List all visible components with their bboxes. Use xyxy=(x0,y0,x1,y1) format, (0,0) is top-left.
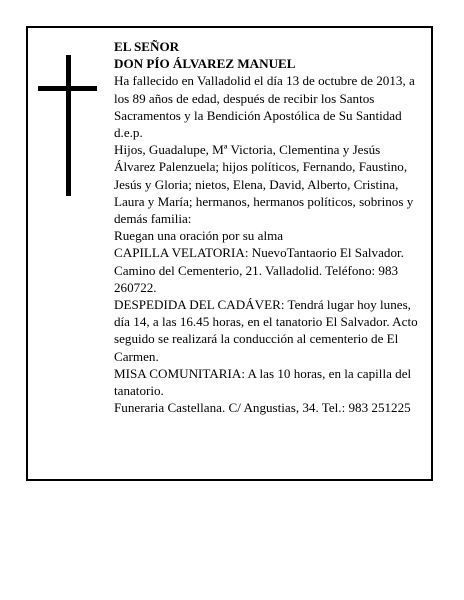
family-list: Hijos, Guadalupe, Mª Victoria, Clementina y Jesús Álvarez Palenzuela; hijos políticos, Fernando, Faustino, Jesús y Gloria; nietos, Elena, David, Alberto, Cristina, Laura y María; hermanos, hermanos políticos, sobrinos y demás familia: xyxy=(114,142,414,227)
obituary-text xyxy=(114,38,424,416)
death-announcement: Ha fallecido en Valladolid el día 13 de octubre de 2013, a los 89 años de edad, después de recibir los Santos Sacramentos y la Bendición Apostólica de Su Santidad d.e.p. xyxy=(114,73,415,141)
funeral-home-info: Funeraria Castellana. C/ Angustias, 34. Tel.: 983 251225 xyxy=(114,400,411,416)
cross-vertical-bar xyxy=(66,55,71,196)
cross-horizontal-bar xyxy=(38,86,97,91)
mass-info: MISA COMUNITARIA: A las 10 horas, en la capilla del tanatorio. xyxy=(114,365,412,399)
deceased-name: DON PÍO ÁLVAREZ MANUEL xyxy=(114,56,296,72)
title-line-1: EL SEÑOR xyxy=(114,39,180,54)
farewell-info: DESPEDIDA DEL CADÁVER: Tendrá lugar hoy lunes, día 14, a las 16.45 horas, en el tanatorio El Salvador. Acto seguido se realizará la conducción al cementerio de El Carmen. xyxy=(114,297,418,364)
prayer-request: Ruegan una oración por su alma xyxy=(114,228,284,244)
chapel-info: CAPILLA VELATORIA: NuevoTantaorio El Salvador. Camino del Cementerio, 21. Valladolid. Teléfono: 983 260722. xyxy=(114,245,404,295)
